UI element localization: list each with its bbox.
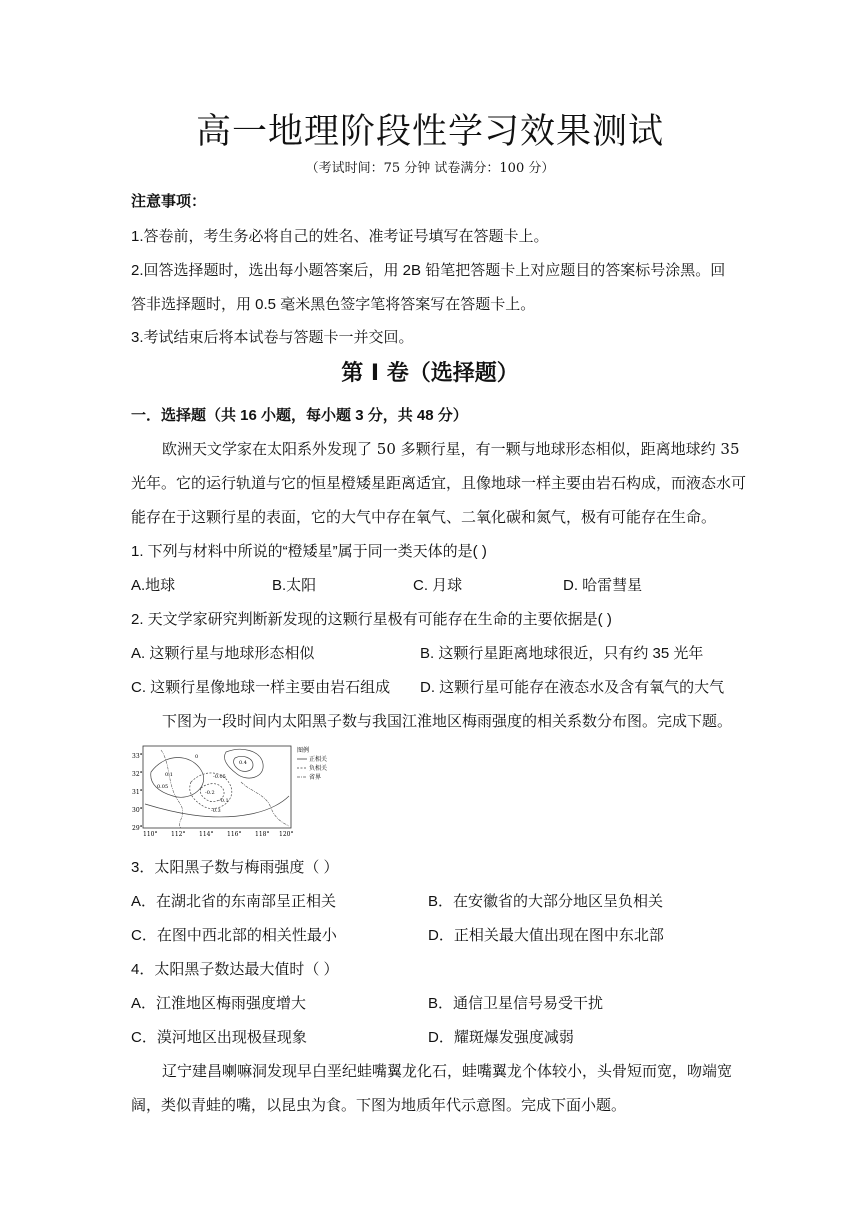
contour-label: 0.05 [157,784,169,790]
lat-label: 31° [132,789,143,796]
notice-item: 2.回答选择题时，选出每小题答案后，用 2B 铅笔把答题卡上对应题目的答案标号涂黑。回 [131,262,726,279]
passage-line: 下图为一段时间内太阳黑子数与我国江淮地区梅雨强度的相关系数分布图。完成下题。 [162,712,733,730]
option-a: A. 这颗行星与地球形态相似 [131,645,315,662]
exam-title: 高一地理阶段性学习效果测试 [195,112,664,152]
notice-item: 3.考试结束后将本试卷与答题卡一并交回。 [131,329,414,346]
question-stem: 2. 天文学家研究判断新发现的这颗行星极有可能存在生命的主要依据是( ) [131,611,612,628]
question-stem: 1. 下列与材料中所说的“橙矮星”属于同一类天体的是( ) [131,543,487,560]
question-stem: 4．太阳黑子数达最大值时（ ） [131,961,339,978]
option-c: C．漠河地区出现极昼现象 [131,1029,307,1046]
question-stem: 3．太阳黑子数与梅雨强度（ ） [131,859,339,876]
lon-label: 112° [171,831,186,838]
lon-label: 110° [143,831,158,838]
passage-line: 辽宁建昌喇嘛洞发现早白垩纪蛙嘴翼龙化石，蛙嘴翼龙个体较小，头骨短而宽，吻端宽 [162,1062,733,1080]
option-d: D．耀斑爆发强度减弱 [428,1029,574,1046]
lon-label: 116° [227,831,242,838]
passage-line: 光年。它的运行轨道与它的恒星橙矮星距离适宜，且像地球一样主要由岩石构成，而液态水可 [131,474,747,492]
notice-heading: 注意事项： [131,193,207,210]
section-title: 第 I 卷（选择题） [341,361,519,386]
contour-label: 0.4 [239,760,247,766]
legend-title: 图例 [297,747,310,754]
option-c: C. 月球 [413,577,463,594]
passage-line: 能存在于这颗行星的表面，它的大气中存在氧气、二氧化碳和氮气，极有可能存在生命。 [131,508,717,526]
legend-item: 负相关 [309,765,328,772]
lat-label: 33° [132,753,143,760]
option-b: B.太阳 [272,577,317,594]
lat-label: 32° [132,771,143,778]
option-b: B. 这颗行星距离地球很近，只有约 35 光年 [420,645,704,662]
lon-label: 120° [279,831,294,838]
lat-label: 29° [132,825,143,832]
contour-line [151,758,204,798]
contour-label: -0.3 [211,808,221,814]
option-c: C. 这颗行星像地球一样主要由岩石组成 [131,679,391,696]
option-d: D．正相关最大值出现在图中东北部 [428,927,664,944]
lat-label: 30° [132,807,143,814]
option-d: D. 哈雷彗星 [563,577,643,594]
contour-label: 0.1 [165,772,173,778]
option-a: A．江淮地区梅雨强度增大 [131,995,307,1012]
option-b: B．通信卫星信号易受干扰 [428,995,604,1012]
part-heading: 一．选择题（共 16 小题，每小题 3 分，共 48 分） [131,407,468,424]
legend-item: 省界 [309,774,322,781]
contour-label: -0.2 [205,790,215,796]
contour-label: 0 [195,754,199,760]
notice-item: 1.答卷前，考生务必将自己的姓名、准考证号填写在答题卡上。 [131,228,549,245]
option-b: B．在安徽省的大部分地区呈负相关 [428,893,664,910]
contour-label: -0.1 [219,798,229,804]
lon-label: 114° [199,831,214,838]
passage-line: 阔，类似青蛙的嘴，以昆虫为食。下图为地质年代示意图。完成下面小题。 [131,1096,627,1114]
lon-label: 118° [255,831,270,838]
option-d: D. 这颗行星可能存在液态水及含有氧气的大气 [420,679,725,696]
notice-item: 答非选择题时，用 0.5 毫米黑色签字笔将答案写在答题卡上。 [131,296,536,313]
contour-label: -0.05 [213,774,226,780]
passage-line: 欧洲天文学家在太阳系外发现了 50 多颗行星，有一颗与地球形态相似，距离地球约 35 [162,440,740,458]
exam-subtitle: （考试时间：75 分钟 试卷满分：100 分） [305,161,555,176]
legend-item: 正相关 [309,756,328,763]
option-a: A．在湖北省的东南部呈正相关 [131,893,337,910]
correlation-map [131,742,351,838]
option-c: C．在图中西北部的相关性最小 [131,927,337,944]
province-boundary [241,782,289,826]
option-a: A.地球 [131,577,176,594]
